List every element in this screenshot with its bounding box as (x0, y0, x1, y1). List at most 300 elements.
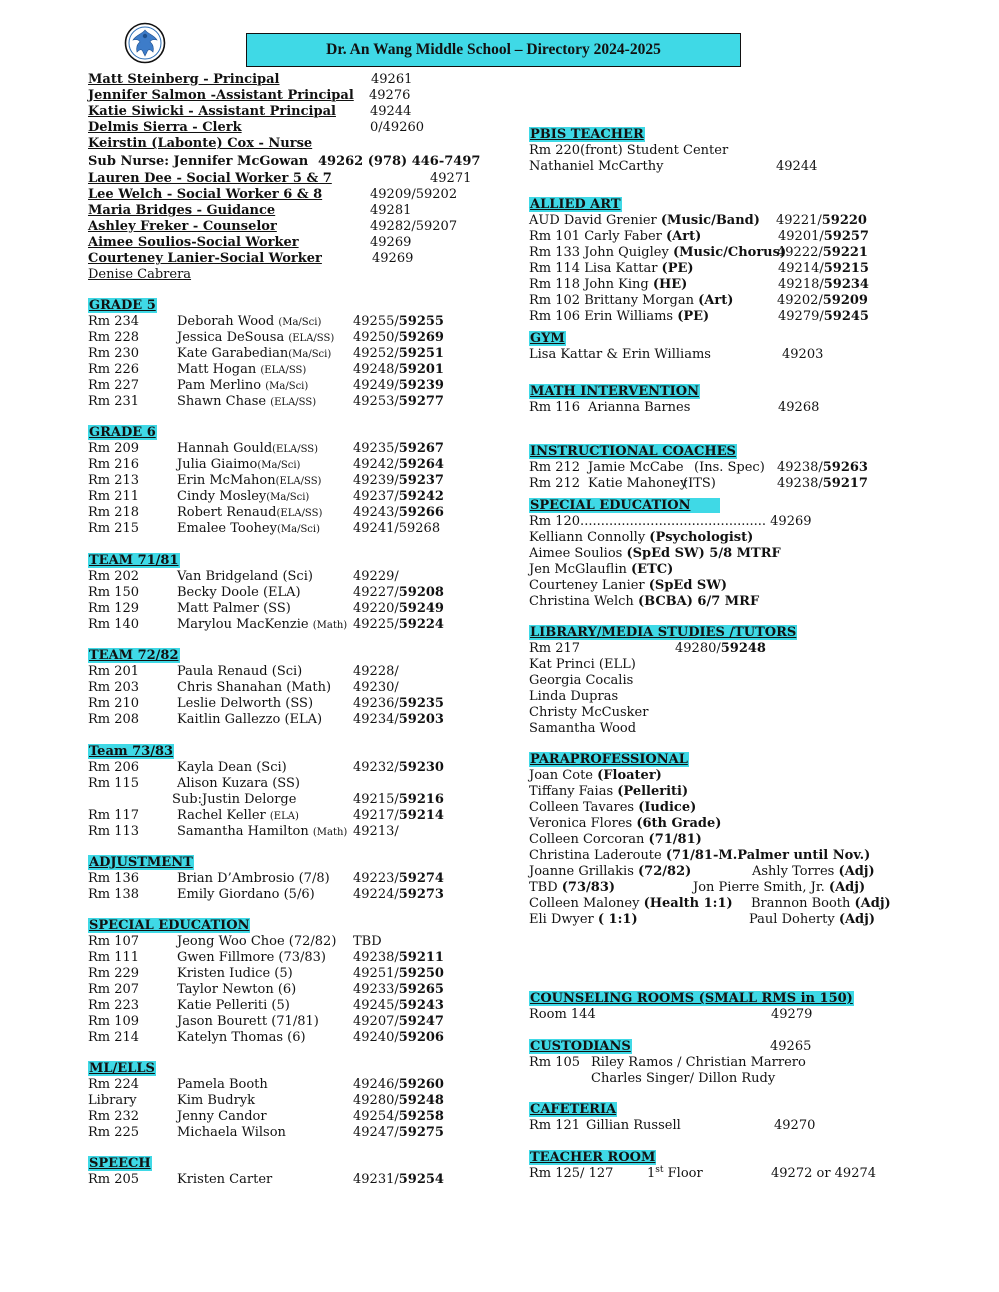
room-number: Rm 223 (88, 998, 140, 1013)
math-name: Arianna Barnes (588, 400, 691, 415)
staff-name: Sub:Justin Delorge (172, 792, 297, 807)
sped-role: (BCBA) 6/7 MRF (637, 594, 760, 609)
extension-alt: 59230 (398, 760, 444, 775)
allied-subject: (HE) (652, 277, 688, 292)
extension: 49249/59239 (353, 378, 444, 393)
library-ext: 49280/59248 (675, 641, 766, 656)
admin-ext: 49262 (978) 446-7497 (318, 154, 481, 169)
staff-name: Kristen Carter (177, 1172, 273, 1187)
extension-alt: 59214 (398, 808, 444, 823)
admin-ext: 49244 (370, 104, 412, 119)
extension: 49224/59273 (353, 887, 444, 902)
para-assignment: (71/81) (648, 832, 702, 847)
staff-name: Erin McMahon(ELA/SS) (177, 473, 322, 488)
admin-name: Maria Bridges - Guidance (88, 203, 276, 218)
staff-name: Jason Bourett (71/81) (177, 1014, 319, 1029)
extension: 49225/59224 (353, 617, 444, 632)
staff-name: Van Bridgeland (Sci) (177, 569, 313, 584)
allied-ext: 49221/59220 (776, 213, 867, 228)
subject-note: (Ma/Sci) (278, 317, 322, 328)
staff-name: Paula Renaud (Sci) (177, 664, 303, 679)
para-name: Colleen Maloney (Health 1:1) (529, 896, 733, 911)
extension-alt: 59208 (398, 585, 444, 600)
staff-name: Pamela Booth (177, 1077, 268, 1092)
room-number: Rm 201 (88, 664, 140, 679)
room-number: Rm 229 (88, 966, 140, 981)
math-room: Rm 116 (529, 400, 581, 415)
subject-note: (Ma/Sci) (276, 524, 321, 535)
staff-name: Matt Palmer (SS) (177, 601, 291, 616)
allied-ext: 49202/59209 (777, 293, 868, 308)
room-number: Rm 206 (88, 760, 140, 775)
room-number: Rm 226 (88, 362, 140, 377)
para-assignment: ( 1:1) (597, 912, 638, 927)
pbis-heading: PBIS TEACHER (530, 127, 644, 142)
allied-ext-alt: 59257 (823, 229, 869, 244)
section-heading: GRADE 6 (89, 425, 156, 440)
staff-name: Jeong Woo Choe (72/82) (177, 934, 337, 949)
room-number: Rm 214 (88, 1030, 140, 1045)
extension-alt: 59251 (398, 346, 444, 361)
section-heading: TEAM 72/82 (89, 648, 179, 663)
sped-role: (SpEd SW) (648, 578, 728, 593)
para-name-2: Ashly Torres (Adj) (752, 864, 875, 879)
extension-alt: 59201 (398, 362, 444, 377)
extension-alt: 59255 (398, 314, 444, 329)
extension: 49253/59277 (353, 394, 444, 409)
allied-name: Rm 102 Brittany Morgan (Art) (529, 293, 734, 308)
para-name: Colleen Tavares (Iudice) (529, 800, 697, 815)
extension: 49243/59266 (353, 505, 444, 520)
extension: 49217/59214 (353, 808, 444, 823)
custodians-names: Riley Ramos / Christian Marrero (591, 1055, 806, 1070)
subject-note: (Math) (312, 827, 348, 838)
allied-subject: (Music/Chorus) (672, 245, 787, 260)
subject-note: (Ma/Sci) (257, 460, 301, 471)
admin-name: Katie Siwicki - Assistant Principal (88, 104, 336, 119)
extension: 49255/59255 (353, 314, 444, 329)
admin-name: Matt Steinberg - Principal (88, 72, 280, 87)
allied-subject: (Art) (698, 293, 734, 308)
room-number: Rm 111 (88, 950, 140, 965)
extension: 49251/59250 (353, 966, 444, 981)
admin-name: Lauren Dee - Social Worker 5 & 7 (88, 171, 332, 186)
room-number: Rm 225 (88, 1125, 140, 1140)
section-heading: SPECIAL EDUCATION (89, 918, 250, 933)
library-heading: LIBRARY/MEDIA STUDIES /TUTORS (530, 625, 797, 640)
staff-name: Shawn Chase (ELA/SS) (177, 394, 317, 409)
gym-heading: GYM (530, 331, 565, 346)
staff-name: Leslie Delworth (SS) (177, 696, 314, 711)
para-assignment-2: (Adj) (838, 912, 875, 927)
admin-name: Sub Nurse: Jennifer McGowan (88, 154, 309, 169)
admin-name: Delmis Sierra - Clerk (88, 120, 242, 135)
para-name-2: Jon Pierre Smith, Jr. (Adj) (693, 880, 866, 895)
extension-alt: 59237 (398, 473, 444, 488)
extension: 49239/59237 (353, 473, 444, 488)
school-logo (124, 22, 166, 64)
section-heading: Team 73/83 (89, 744, 174, 759)
admin-ext: 49209/59202 (370, 187, 458, 202)
para-name: Veronica Flores (6th Grade) (529, 816, 722, 831)
allied-subject: (Music/Band) (660, 213, 760, 228)
custodians-heading: CUSTODIANS (530, 1039, 631, 1054)
allied-ext-alt: 59209 (822, 293, 868, 308)
section-heading: ADJUSTMENT (89, 855, 193, 870)
allied-ext-alt: 59234 (823, 277, 869, 292)
room-number: Rm 203 (88, 680, 140, 695)
section-heading: SPEECH (89, 1156, 151, 1171)
extension-alt: 59224 (398, 617, 444, 632)
admin-ext: 49271 (430, 171, 472, 186)
staff-name: Kayla Dean (Sci) (177, 760, 287, 775)
extension-alt: 59247 (398, 1014, 444, 1029)
coach-name: Katie Mahoney (588, 476, 688, 491)
library-name: Kat Princi (ELL) (529, 657, 636, 672)
extension-alt: 59211 (398, 950, 444, 965)
math-intervention-heading: MATH INTERVENTION (530, 384, 699, 399)
allied-ext: 49201/59257 (778, 229, 869, 244)
extension-alt: 59260 (398, 1077, 444, 1092)
subject-note: (Math) (312, 620, 348, 631)
coach-role: (ITS) (683, 476, 716, 491)
extension: 49241/59268 (353, 521, 441, 536)
para-heading: PARAPROFESSIONAL (530, 752, 688, 767)
sped-name: Aimee Soulios (SpEd SW) 5/8 MTRF (529, 546, 781, 561)
allied-name: Rm 133 John Quigley (Music/Chorus) (529, 245, 787, 260)
extension-alt: 59235 (398, 696, 444, 711)
room-number: Rm 205 (88, 1172, 140, 1187)
admin-ext: 49281 (370, 203, 412, 218)
extension: 49233/59265 (353, 982, 444, 997)
sped-room-line: Rm 120............................................. 49269 (529, 514, 812, 529)
staff-name: Michaela Wilson (177, 1125, 286, 1140)
extension-alt: 59277 (398, 394, 444, 409)
admin-name: Denise Cabrera (88, 267, 192, 282)
para-assignment: (6th Grade) (636, 816, 722, 831)
staff-name: Emalee Toohey(Ma/Sci) (177, 521, 321, 536)
sped-role: (SpEd SW) 5/8 MTRF (626, 546, 781, 561)
para-assignment: (73/83) (561, 880, 616, 895)
subject-note: (Ma/Sci) (288, 349, 332, 360)
teacher-room-floor (647, 1166, 703, 1182)
staff-name: Deborah Wood (Ma/Sci) (177, 314, 322, 329)
para-name: Joanne Grillakis (72/82) (529, 864, 692, 879)
room-number: Rm 115 (88, 776, 140, 791)
para-name: Eli Dwyer ( 1:1) (529, 912, 638, 927)
allied-ext-alt: 59215 (823, 261, 869, 276)
extension: 49223/59274 (353, 871, 444, 886)
cafeteria-heading: CAFETERIA (530, 1102, 617, 1117)
floor-number: 1 (647, 1166, 656, 1181)
extension: 49236/59235 (353, 696, 444, 711)
coach-room: Rm 212 (529, 476, 581, 491)
counseling-heading: COUNSELING ROOMS (SMALL RMS in 150) (530, 991, 853, 1006)
extension: 49252/59251 (353, 346, 444, 361)
room-number: Rm 202 (88, 569, 140, 584)
extension: 49250/59269 (353, 330, 444, 345)
room-number: Rm 207 (88, 982, 140, 997)
sped-name: Christina Welch (BCBA) 6/7 MRF (529, 594, 760, 609)
extension-alt: 59242 (398, 489, 444, 504)
library-ext-alt: 59248 (720, 641, 766, 656)
subject-note: (ELA/SS) (272, 444, 319, 455)
room-number: Rm 136 (88, 871, 140, 886)
subject-note: (ELA) (269, 811, 299, 822)
staff-name: Becky Doole (ELA) (177, 585, 301, 600)
extension: 49238/59211 (353, 950, 444, 965)
room-number: Rm 138 (88, 887, 140, 902)
room-number: Library (88, 1093, 137, 1108)
extension: TBD (353, 934, 382, 949)
room-number: Rm 129 (88, 601, 140, 616)
admin-name: Aimee Soulios-Social Worker (88, 235, 299, 250)
room-number: Rm 218 (88, 505, 140, 520)
allied-ext: 49218/59234 (778, 277, 869, 292)
admin-ext: 49269 (372, 251, 414, 266)
extension-alt: 59266 (398, 505, 444, 520)
para-assignment: (71/81-M.Palmer until Nov.) (665, 848, 871, 863)
extension: 49242/59264 (353, 457, 444, 472)
extension: 49246/59260 (353, 1077, 444, 1092)
extension: 49229/ (353, 569, 399, 584)
subject-note: (ELA/SS) (276, 508, 323, 519)
section-heading: GRADE 5 (89, 298, 156, 313)
staff-name: Rachel Keller (ELA) (177, 808, 299, 823)
extension: 49237/59242 (353, 489, 444, 504)
page-title: Dr. An Wang Middle School – Directory 2024-2025 (246, 33, 741, 67)
sped-heading: SPECIAL EDUCATION (529, 498, 720, 513)
allied-name: Rm 101 Carly Faber (Art) (529, 229, 702, 244)
room-number: Rm 228 (88, 330, 140, 345)
math-ext: 49268 (778, 400, 820, 415)
allied-name: Rm 118 John King (HE) (529, 277, 688, 292)
allied-name: Rm 114 Lisa Kattar (PE) (529, 261, 694, 276)
gym-names: Lisa Kattar & Erin Williams (529, 347, 711, 362)
library-name: Christy McCusker (529, 705, 649, 720)
extension-alt: 59206 (398, 1030, 444, 1045)
staff-name: Kristen Iudice (5) (177, 966, 293, 981)
allied-art-heading: ALLIED ART (530, 197, 621, 212)
room-number: Rm 117 (88, 808, 140, 823)
extension: 49213/ (353, 824, 399, 839)
staff-name: Hannah Gould(ELA/SS) (177, 441, 319, 456)
coach-name: Jamie McCabe (588, 460, 684, 475)
staff-name: Pam Merlino (Ma/Sci) (177, 378, 309, 393)
admin-ext: 49269 (370, 235, 412, 250)
room-number: Rm 209 (88, 441, 140, 456)
subject-note: (ELA/SS) (288, 333, 335, 344)
admin-name: Lee Welch - Social Worker 6 & 8 (88, 187, 323, 202)
room-number: Rm 140 (88, 617, 140, 632)
counseling-room: Room 144 (529, 1007, 596, 1022)
extension-alt: 59275 (398, 1125, 444, 1140)
coach-role: (Ins. Spec) (694, 460, 765, 475)
para-name-2: Brannon Booth (Adj) (751, 896, 891, 911)
room-number: Rm 230 (88, 346, 140, 361)
allied-ext-alt: 59221 (822, 245, 868, 260)
room-number: Rm 113 (88, 824, 140, 839)
staff-name: Cindy Mosley(Ma/Sci) (177, 489, 310, 504)
extension: 49227/59208 (353, 585, 444, 600)
extension: 49220/59249 (353, 601, 444, 616)
staff-name: Kim Budryk (177, 1093, 256, 1108)
extension-alt: 59274 (398, 871, 444, 886)
extension-alt: 59254 (398, 1172, 444, 1187)
extension-alt: 59273 (398, 887, 444, 902)
allied-ext: 49279/59245 (778, 309, 869, 324)
room-number: Rm 224 (88, 1077, 140, 1092)
coach-ext: 49238/59263 (777, 460, 868, 475)
teacher-room-heading: TEACHER ROOM (530, 1150, 656, 1165)
staff-name: Robert Renaud(ELA/SS) (177, 505, 323, 520)
room-number: Rm 232 (88, 1109, 140, 1124)
coach-ext-alt: 59263 (822, 460, 868, 475)
cafeteria-ext: 49270 (774, 1118, 816, 1133)
extension-alt: 59250 (398, 966, 444, 981)
allied-ext-alt: 59245 (823, 309, 869, 324)
pbis-ext: 49244 (776, 159, 818, 174)
staff-name: Julia Giaimo(Ma/Sci) (177, 457, 301, 472)
teacher-room-ext: 49272 or 49274 (771, 1166, 877, 1181)
library-name: Linda Dupras (529, 689, 619, 704)
staff-name: Katie Pelleriti (5) (177, 998, 290, 1013)
admin-ext: 0/49260 (370, 120, 425, 135)
staff-name: Taylor Newton (6) (177, 982, 297, 997)
allied-ext-alt: 59220 (821, 213, 867, 228)
room-number: Rm 109 (88, 1014, 140, 1029)
admin-ext: 49276 (369, 88, 411, 103)
coach-ext: 49238/59217 (777, 476, 868, 491)
para-assignment: (Health 1:1) (643, 896, 733, 911)
allied-subject: (PE) (677, 309, 710, 324)
extension-alt: 59265 (398, 982, 444, 997)
coaches-heading: INSTRUCTIONAL COACHES (530, 444, 736, 459)
extension: 49207/59247 (353, 1014, 444, 1029)
extension: 49235/59267 (353, 441, 444, 456)
admin-name: Jennifer Salmon -Assistant Principal (88, 88, 354, 103)
custodians-names-2: Charles Singer/ Dillon Rudy (591, 1071, 776, 1086)
admin-ext: 49282/59207 (370, 219, 458, 234)
staff-name: Emily Giordano (5/6) (177, 887, 315, 902)
cafeteria-room: Rm 121 (529, 1118, 581, 1133)
extension: 49231/59254 (353, 1172, 444, 1187)
staff-name: Kate Garabedian(Ma/Sci) (177, 346, 332, 361)
staff-name: Samantha Hamilton (Math) (177, 824, 348, 839)
staff-name: Jessica DeSousa (ELA/SS) (177, 330, 335, 345)
para-assignment-2: (Adj) (854, 896, 891, 911)
subject-note: (ELA/SS) (260, 365, 307, 376)
room-number: Rm 231 (88, 394, 140, 409)
para-assignment: (Iudice) (638, 800, 697, 815)
staff-name: Marylou MacKenzie (Math) (177, 617, 348, 632)
floor-word: Floor (663, 1166, 703, 1181)
para-assignment: (Floater) (597, 768, 662, 783)
extension-alt: 59203 (398, 712, 444, 727)
coach-ext-alt: 59217 (822, 476, 868, 491)
extension: 49230/ (353, 680, 399, 695)
room-number: Rm 213 (88, 473, 140, 488)
extension: 49240/59206 (353, 1030, 444, 1045)
extension-alt: 59248 (398, 1093, 444, 1108)
coach-room: Rm 212 (529, 460, 581, 475)
staff-name: Brian D’Ambrosio (7/8) (177, 871, 330, 886)
staff-name: Jenny Candor (177, 1109, 267, 1124)
extension-alt: 59216 (398, 792, 444, 807)
subject-note: (ELA/SS) (270, 397, 317, 408)
room-number: Rm 210 (88, 696, 140, 711)
sped-role: (Psychologist) (649, 530, 754, 545)
teacher-room-number: Rm 125/ 127 (529, 1166, 614, 1181)
admin-name: Ashley Freker - Counselor (88, 219, 277, 234)
extension: 49254/59258 (353, 1109, 444, 1124)
allied-ext: 49214/59215 (778, 261, 869, 276)
pbis-room-text: Rm 220(front) Student Center (529, 143, 729, 158)
admin-ext: 49261 (371, 72, 413, 87)
section-heading: TEAM 71/81 (89, 553, 179, 568)
room-number: Rm 234 (88, 314, 140, 329)
extension-alt: 59258 (398, 1109, 444, 1124)
extension-alt: 59239 (398, 378, 444, 393)
sped-role: (ETC) (631, 562, 674, 577)
room-number: Rm 211 (88, 489, 140, 504)
extension-alt: 59249 (398, 601, 444, 616)
sped-name: Kelliann Connolly (Psychologist) (529, 530, 754, 545)
admin-name: Keirstin (Labonte) Cox - Nurse (88, 136, 313, 151)
room-number: Rm 208 (88, 712, 140, 727)
cafeteria-name: Gillian Russell (586, 1118, 681, 1133)
sped-name: Jen McGlauflin (ETC) (529, 562, 674, 577)
extension: 49232/59230 (353, 760, 444, 775)
para-assignment-2: (Adj) (838, 864, 875, 879)
extension: 49234/59203 (353, 712, 444, 727)
custodians-room: Rm 105 (529, 1055, 581, 1070)
para-assignment: (Pelleriti) (617, 784, 689, 799)
para-name: Colleen Corcoran (71/81) (529, 832, 702, 847)
extension-alt: 59264 (398, 457, 444, 472)
section-heading: ML/ELLS (89, 1061, 155, 1076)
sped-name: Courteney Lanier (SpEd SW) (529, 578, 728, 593)
staff-name: Kaitlin Gallezzo (ELA) (177, 712, 323, 727)
allied-subject: (Art) (666, 229, 702, 244)
staff-name: Alison Kuzara (SS) (177, 776, 300, 791)
extension: 49228/ (353, 664, 399, 679)
extension: 49245/59243 (353, 998, 444, 1013)
allied-name: AUD David Grenier (Music/Band) (529, 213, 760, 228)
para-assignment-2: (Adj) (828, 880, 866, 895)
allied-ext: 49222/59221 (777, 245, 868, 260)
room-number: Rm 150 (88, 585, 140, 600)
para-name-2: Paul Doherty (Adj) (749, 912, 875, 927)
staff-name: Katelyn Thomas (6) (177, 1030, 306, 1045)
allied-subject: (PE) (661, 261, 694, 276)
staff-name: Matt Hogan (ELA/SS) (177, 362, 307, 377)
gym-ext: 49203 (782, 347, 824, 362)
extension: 49280/59248 (353, 1093, 444, 1108)
extension: 49215/59216 (353, 792, 444, 807)
library-room: Rm 217 (529, 641, 581, 656)
staff-name: Chris Shanahan (Math) (177, 680, 332, 695)
library-name: Samantha Wood (529, 721, 637, 736)
para-name: Tiffany Faias (Pelleriti) (529, 784, 689, 799)
para-assignment: (72/82) (638, 864, 692, 879)
para-name: Joan Cote (Floater) (529, 768, 662, 783)
extension: 49248/59201 (353, 362, 444, 377)
floor-ordinal: st (655, 1165, 664, 1175)
library-name: Georgia Cocalis (529, 673, 634, 688)
para-name: Christina Laderoute (71/81-M.Palmer until Nov.) (529, 848, 871, 863)
room-number: Rm 227 (88, 378, 140, 393)
